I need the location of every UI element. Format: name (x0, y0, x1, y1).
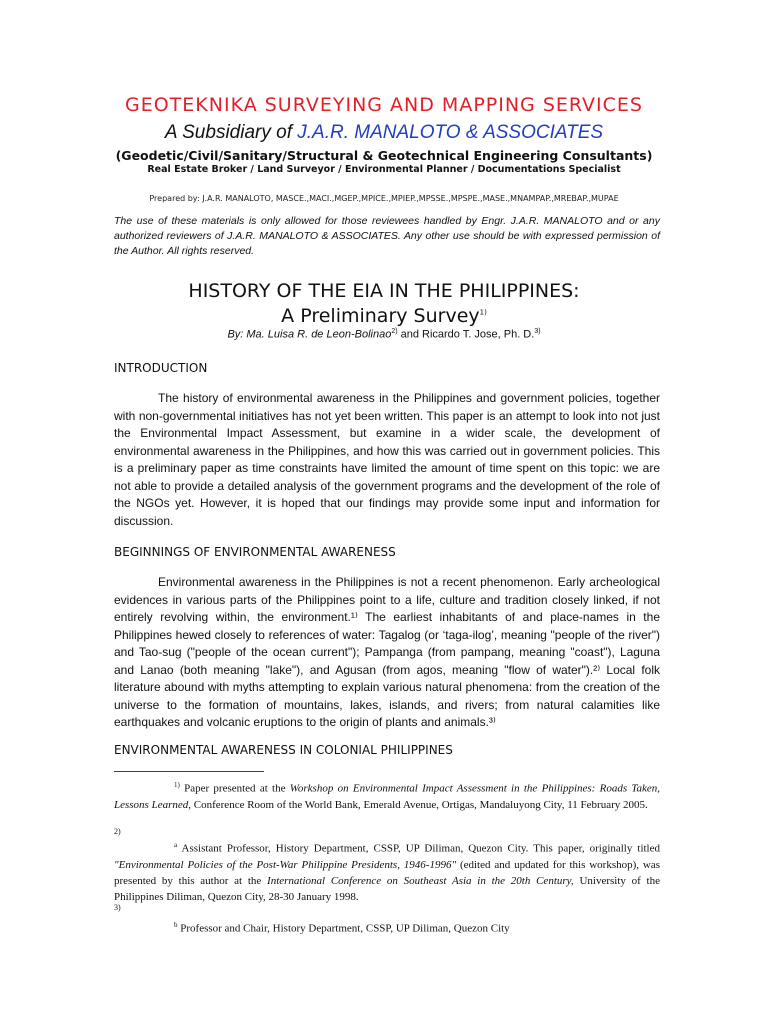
footnote-2 (114, 837, 660, 905)
author-two: and Ricardo T. Jose, Ph. D. (397, 328, 535, 341)
usage-notice: The use of these materials is only allowed for those reviewees handled by Engr. J.A.R. MANALOTO and or any authorized reviewers of J.A.R. MANALOTO & ASSOCIATES. Any other use should be with expressed permission of the Author. All rights reserved. (114, 215, 660, 257)
beginnings-text: Environmental awareness in the Philippines is not a recent phenomenon. Early archeological evidences in various parts of the Philippines point to a life, culture and tradition closely linked, if not entirely revolving within, the environment.¹⁾ The earliest inhabitants of and place-names in the Philippines hewed closely to references of water: Tagalog (or ‘taga-ilog’, meaning "people of the river") and Tao-sug ("people of the ocean current"); Pampanga (from pampang, meaning "coast"), Laguna and Lanao (both meaning "lake"), and Agusan (from agos, meaning "flow of water").²⁾ Local folk literature abound with myths attempting to explain various natural phenomena: from the creation of the universe to the formation of mountains, lakes, islands, and rivers; from natural calamities like earthquakes and volcanic eruptions to the origin of plants and animals.³⁾ (114, 575, 660, 729)
company-name: GEOTEKNIKA SURVEYING AND MAPPING SERVICES (125, 94, 643, 116)
introduction-heading: INTRODUCTION (114, 361, 208, 375)
footnote-3-number: 3) (114, 903, 121, 912)
subtitle-text: A Preliminary Survey (281, 305, 480, 327)
paper-title: HISTORY OF THE EIA IN THE PHILIPPINES: (188, 280, 580, 302)
beginnings-heading: BEGINNINGS OF ENVIRONMENTAL AWARENESS (114, 545, 396, 559)
consultants-line: (Geodetic/Civil/Sanitary/Structural & Geotechnical Engineering Consultants) (115, 148, 653, 163)
footnote-1-text-b: Conference Room of the World Bank, Emerald Avenue, Ortigas, Mandaluyong City, 11 February 2005. (191, 798, 648, 811)
paper-subtitle (0, 305, 768, 327)
services-line: Real Estate Broker / Land Surveyor / Environmental Planner / Documentations Specialist (147, 164, 621, 175)
footnote-2-text-c: University of the Philippines Diliman, Quezon City, 28-30 January 1998. (114, 874, 660, 903)
introduction-paragraph (114, 390, 660, 530)
footnote-1-mark: 1) (174, 781, 180, 789)
footnote-1-text-a: Paper presented at the (179, 782, 290, 795)
introduction-text: The history of environmental awareness in the Philippines and government policies, together with non-governmental initiatives has not yet been written. This paper is an attempt to look into not just the Environmental Impact Assessment, but examine in a wider scale, the development of environmental awareness in the Philippines, and how this was carried out in government policies. This is a preliminary paper as time constraints have limited the amount of time spent on this topic: we are not able to provide a detailed analysis of the government programs and the development of the role of the NGOs yet. However, it is hoped that our findings may provide some input and information for discussion. (114, 391, 660, 528)
prepared-by: Prepared by: J.A.R. MANALOTO, MASCE.,MACI.,MGEP.,MPICE.,MPIEP.,MPSSE.,MPSPE.,MASE.,MNAMPAP.,MREBAP.,MUPAE (149, 194, 619, 203)
colonial-heading: ENVIRONMENTAL AWARENESS IN COLONIAL PHILIPPINES (114, 743, 453, 757)
footnote-divider (114, 771, 264, 772)
subsidiary-line (0, 122, 768, 144)
subsidiary-prefix: A Subsidiary of (164, 122, 298, 143)
footnote-2-italic-2: International Conference on Southeast Asia in the 20th Century, (267, 874, 574, 887)
footnote-2-text-b: (edited and updated for this workshop), was presented by this author at the (114, 858, 660, 887)
footnote-2-text-a: Assistant Professor, History Department, CSSP, UP Diliman, Quezon City. This paper, originally titled (177, 842, 660, 855)
footnote-2-number: 2) (114, 827, 121, 836)
beginnings-paragraph (114, 574, 660, 732)
footnote-1-italic: Workshop on Environmental Impact Assessment in the Philippines: Roads Taken, Lessons Learned, (114, 782, 660, 811)
author-one-mark: 2) (391, 328, 398, 335)
byline (0, 328, 768, 341)
footnote-2-italic-1: "Environmental Policies of the Post-War Philippine Presidents, 1946-1996" (114, 858, 457, 871)
author-one: By: Ma. Luisa R. de Leon-Bolinao (227, 328, 392, 341)
footnote-3-text: Professor and Chair, History Department, CSSP, UP Diliman, Quezon City (177, 922, 510, 935)
footnote-3 (114, 917, 660, 937)
footnote-2-mark: a (174, 841, 178, 849)
author-two-mark: 3) (534, 328, 541, 335)
footnote-3-mark: b (174, 921, 178, 929)
subtitle-footnote-mark: 1) (479, 308, 487, 317)
footnote-1 (114, 777, 660, 813)
subsidiary-name: J.A.R. MANALOTO & ASSOCIATES (297, 122, 604, 143)
